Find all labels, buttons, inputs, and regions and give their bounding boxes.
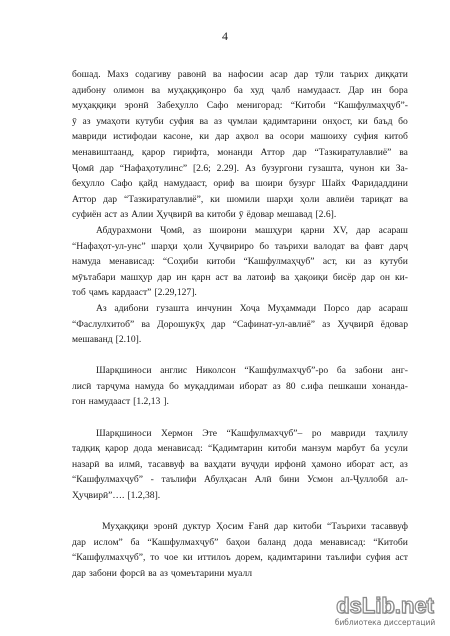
- paragraph: [72, 426, 408, 504]
- text-line: Муҳаққиқи эронӣ дуктур Ҳосим Ғанӣ дар китоби “Таърихи тасаввуф: [102, 521, 408, 533]
- dslib-watermark: [330, 594, 440, 630]
- paragraph: [72, 519, 408, 581]
- text-line: Шарқшиноси англис Николсон “Кашфулмахҷуб”-ро ба забони анг-: [96, 365, 408, 377]
- text-line: “Фасл‍ул‍хитоб” ва Дорошукӯҳ дар “Сафинат-ул-авлиё” аз Ҳуҷвирӣ ёдовар: [72, 318, 408, 330]
- paragraph-gap: [72, 504, 408, 520]
- text-line: дар ислом” ба “Кашфулмахҷуб” баҳои баланд дода менависад: “Китоби: [72, 536, 408, 548]
- text-line: “Нафаҳот-ул-унс” шарҳи ҳоли Ҳуҷвириро бо таърихи валодат ва фавт дарҷ: [72, 240, 408, 252]
- text-line: мавриди истифодаи касоне, ки дар аҳвол ва осори машоиху суфия китоб: [72, 131, 408, 143]
- watermark-logo: dsLib.net: [336, 593, 434, 618]
- paragraph-gap: [72, 348, 408, 364]
- text-line: “Кашфулмахҷуб” - таълифи Абулҳасан Алӣ бини Усмон ал-Ҷуллобӣ ал-: [72, 474, 408, 486]
- watermark-tagline: библиотека диссертаций: [334, 618, 436, 627]
- text-line: “Кашфулмахҷуб”, то чое ки иттилоъ дорем, қадимтарини таълифи суфия аст: [72, 552, 408, 564]
- text-line: тоб ҷамъ кардааст” [2.29,127].: [72, 287, 197, 299]
- text-line: бошад. Махз содагиву равонӣ ва нафосии асар дар тӯли таърих диққати: [72, 69, 408, 80]
- paragraph: [72, 301, 408, 348]
- text-line: гон намудааст [1.2,13 ].: [72, 396, 169, 408]
- text-line: менавиштаанд, қарор гирифта, монанди Аттор дар “Тазкиратулавлиё” ва: [72, 146, 408, 158]
- paragraph: [72, 363, 408, 410]
- document-body: [72, 67, 408, 582]
- text-line: суфиён аст аз Алии Ҳуҷвирӣ ва китоби ӯ ёдовар мешавад [2.6].: [72, 209, 337, 221]
- text-line: намуда менависад: “Соҳиби китоби “Кашфулмаҳҷуб” аст, ки аз кутуби: [72, 256, 408, 268]
- text-line: Шарқшиноси Хермон Эте “Кашфулмахҷуб”– ро мавриди таҳлилу: [96, 427, 408, 439]
- text-line: мӯътабари машҳур дар ин қарн аст ва латоиф ва ҳақоиқи бисёр дар он ки-: [72, 271, 408, 283]
- text-line: Ҷомӣ дар “Нафаҳотулинс” [2.6; 2.29]. Аз бузургони гузашта, чунон ки За-: [72, 162, 408, 174]
- text-line: тадқиқ қарор дода менависад: “Қадимтарин китоби манзум марбут ба усули: [72, 443, 408, 455]
- text-line: муҳаққиқи эронӣ Забеҳулло Сафо менигорад: “Китоби “Кашфулмаҳҷуб”-: [72, 100, 408, 112]
- text-line: дар забони форсӣ ва аз ҷомеътарини муалл: [72, 568, 253, 579]
- paragraph: [72, 223, 408, 301]
- text-line: Абдурахмони Ҷомӣ, аз шоирони машҳури қарни XV, дар асараш: [96, 224, 408, 236]
- text-line: мешаванд [2.10].: [72, 334, 142, 346]
- text-line: адибону олимон ва муҳаққиқонро ба худ ҷалб намудааст. Дар ин бора: [72, 84, 408, 96]
- text-line: назарӣ ва илмӣ, тасаввуф ва ваҳдати вуҷуди ирфонӣ ҳамоно иборат аст, аз: [72, 458, 408, 470]
- text-line: лисӣ тарҷума намуда бо муқаддимаи иборат аз 80 с.ифа пешкаши хонанда-: [72, 380, 408, 392]
- text-line: Аз адибони гузашта инчунин Хоҷа Муҳаммади Порсо дар асараш: [96, 302, 408, 314]
- text-line: беҳулло Сафо қайд намудааст, ориф ва шоири бузург Шайх Фаридаддини: [72, 178, 408, 190]
- paragraph: [72, 67, 408, 223]
- page-number: 4: [222, 29, 228, 43]
- text-line: ӯ аз умаҳоти кутуби суфия ва аз ҷумлаи қадимтарини онҳост, ки баъд бо: [72, 115, 408, 127]
- text-line: Аттор дар “Тазкиратулавлиё”, ки шомили шарҳи ҳоли авлиёи тариқат ва: [72, 193, 408, 205]
- text-line: Ҳуҷвирӣ”…. [1.2,38].: [72, 490, 161, 502]
- paragraph-gap: [72, 410, 408, 426]
